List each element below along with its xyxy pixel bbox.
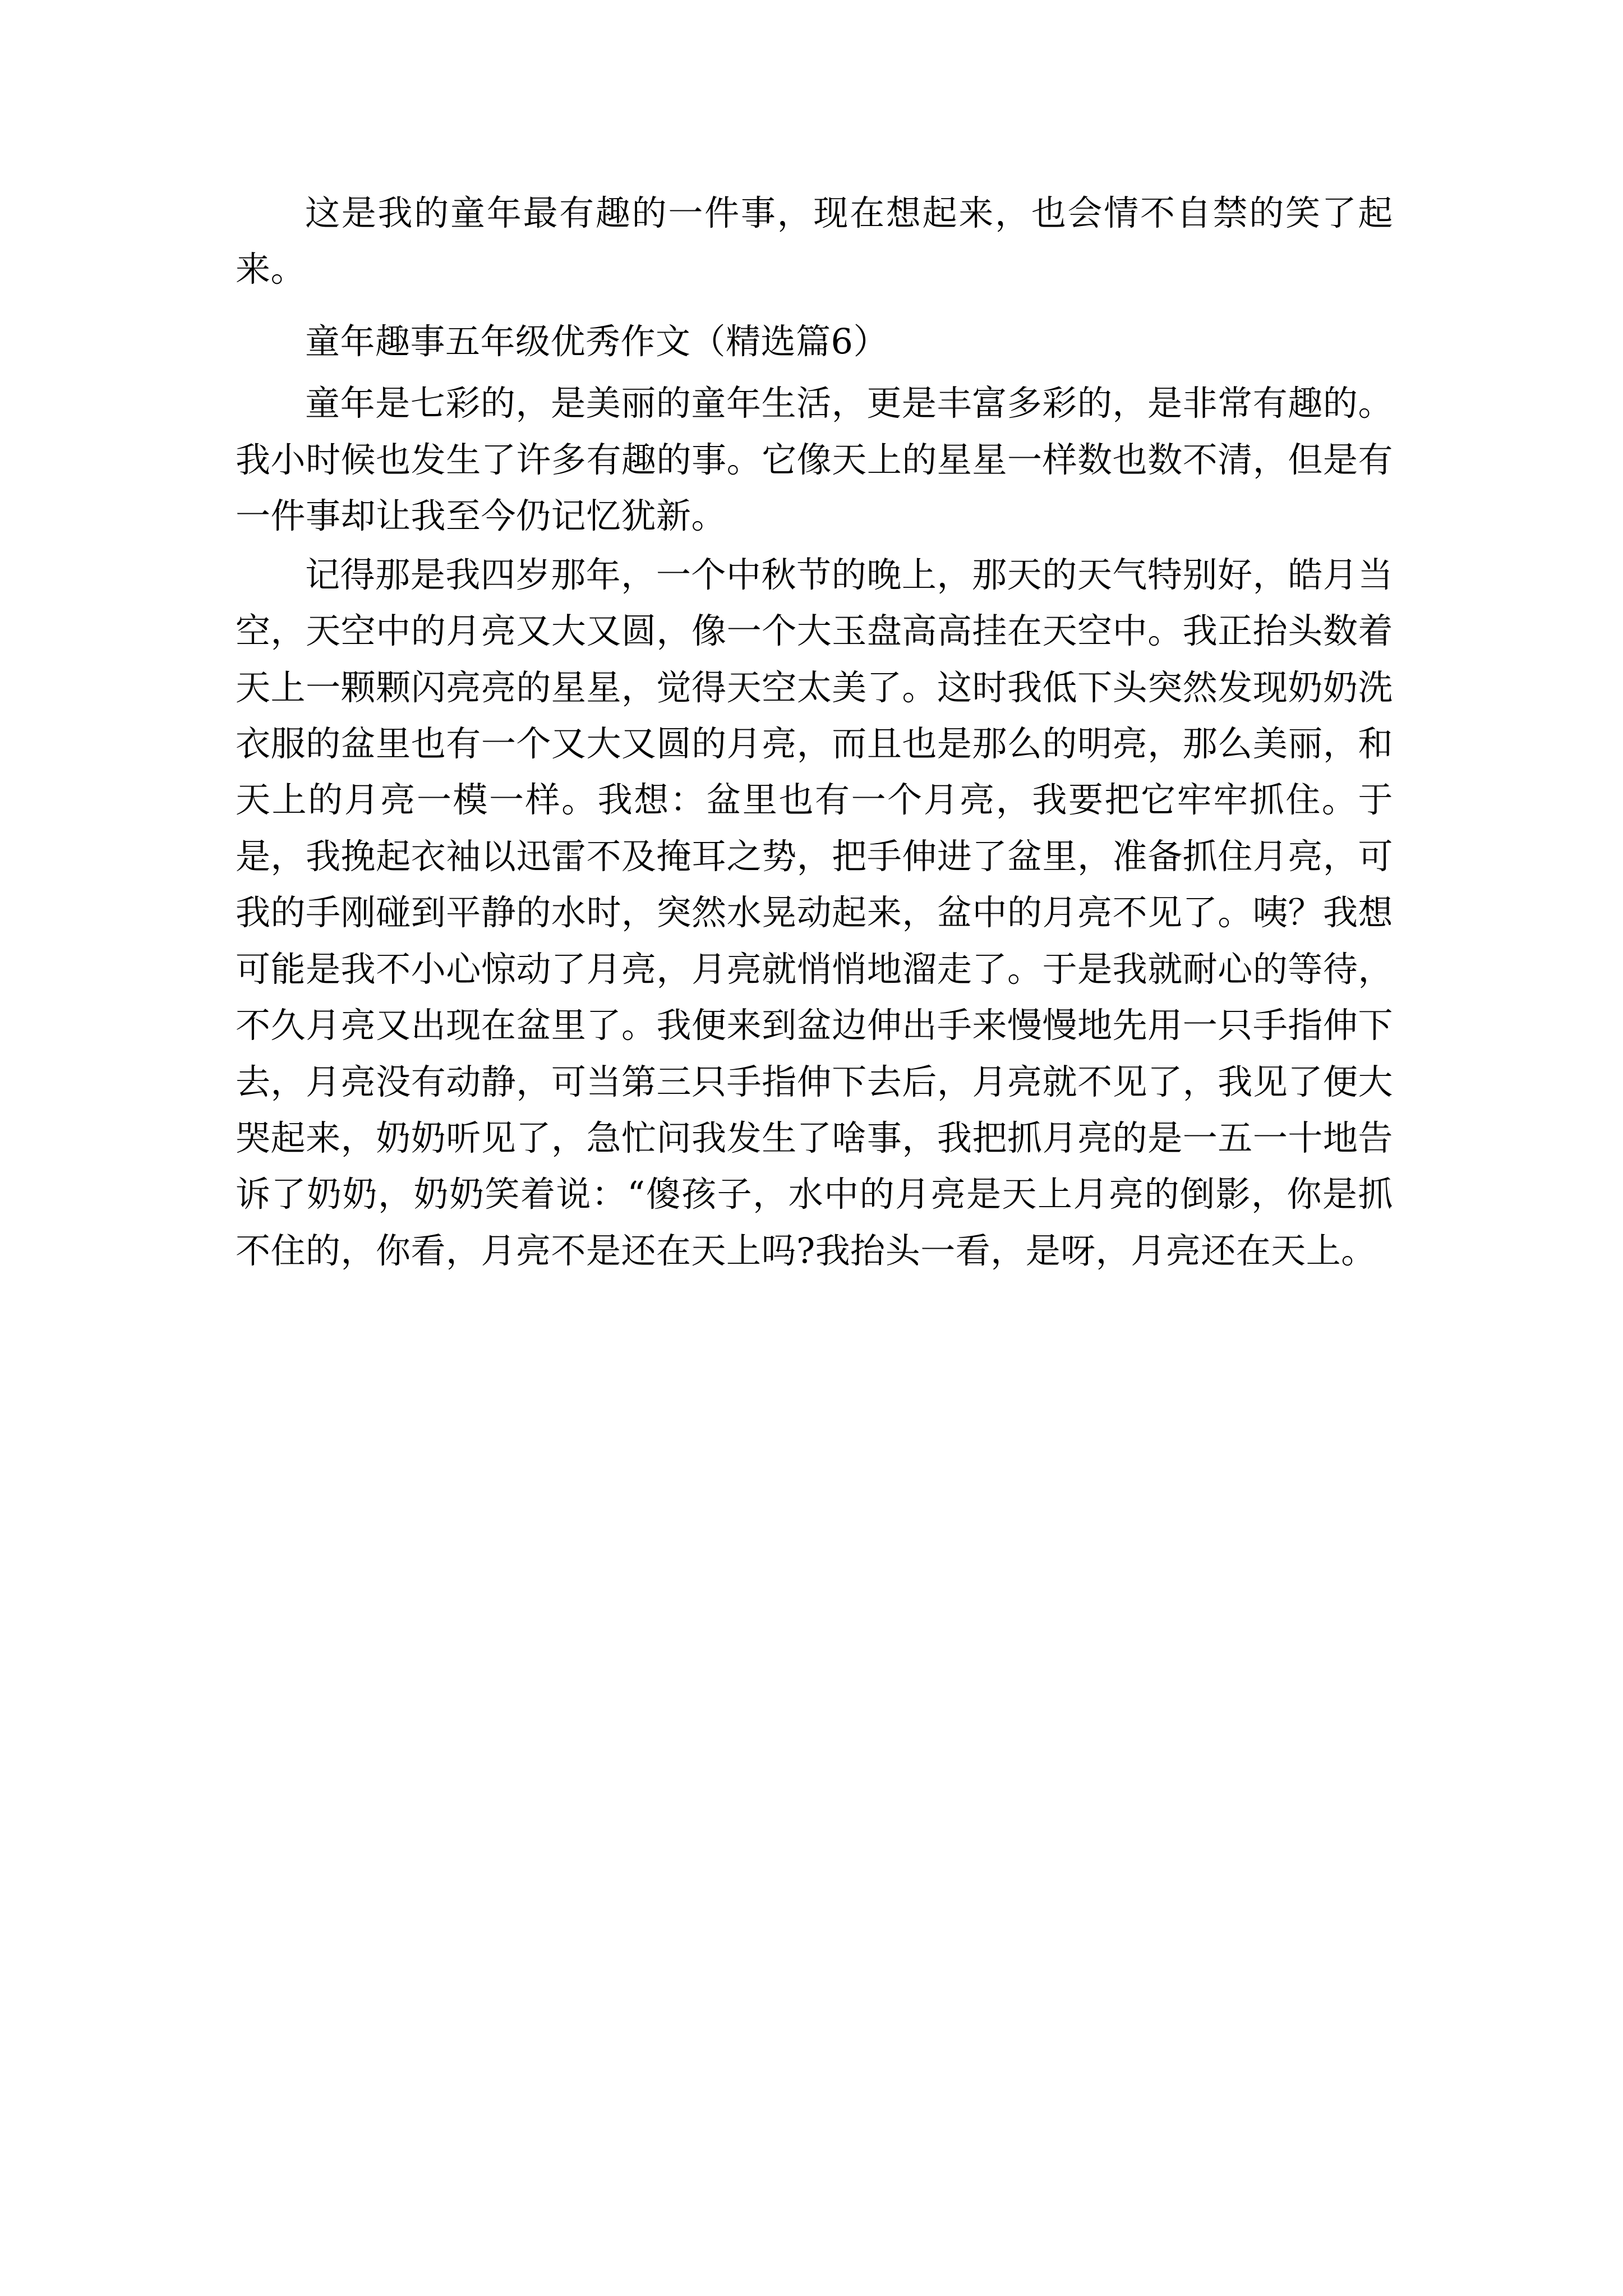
paragraph-essay-1: 童年是七彩的，是美丽的童年生活，更是丰富多彩的，是非常有趣的。我小时候也发生了许多有趣的事。它像天上的星星一样数也数不清，但是有一件事却让我至今仍记忆犹新。 [236, 383, 1393, 537]
paragraph-closing-previous-essay: 这是我的童年最有趣的一件事，现在想起来，也会情不自禁的笑了起来。 [236, 192, 1393, 290]
document-body [236, 185, 1393, 1279]
paragraph-essay-2: 记得那是我四岁那年，一个中秋节的晚上，那天的天气特别好，皓月当空，天空中的月亮又大又圆，像一个大玉盘高高挂在天空中。我正抬头数着天上一颗颗闪亮亮的星星，觉得天空太美了。这时我低下头突然发现奶奶洗衣服的盆里也有一个又大又圆的月亮，而且也是那么的明亮，那么美丽，和天上的月亮一模一样。我想：盆里也有一个月亮，我要把它牢牢抓住。于是，我挽起衣袖以迅雷不及掩耳之势，把手伸进了盆里，准备抓住月亮，可我的手刚碰到平静的水时，突然水晃动起来，盆中的月亮不见了。咦？我想可能是我不小心惊动了月亮，月亮就悄悄地溜走了。于是我就耐心的等待，不久月亮又出现在盆里了。我便来到盆边伸出手来慢慢地先用一只手指伸下去，月亮没有动静，可当第三只手指伸下去后，月亮就不见了，我见了便大哭起来，奶奶听见了，急忙问我发生了啥事，我把抓月亮的是一五一十地告诉了奶奶，奶奶笑着说：“傻孩子，水中的月亮是天上月亮的倒影，你是抓不住的，你看，月亮不是还在天上吗?我抬头一看，是呀，月亮还在天上。 [236, 554, 1393, 1271]
essay-heading: 童年趣事五年级优秀作文（精选篇6） [305, 320, 888, 362]
